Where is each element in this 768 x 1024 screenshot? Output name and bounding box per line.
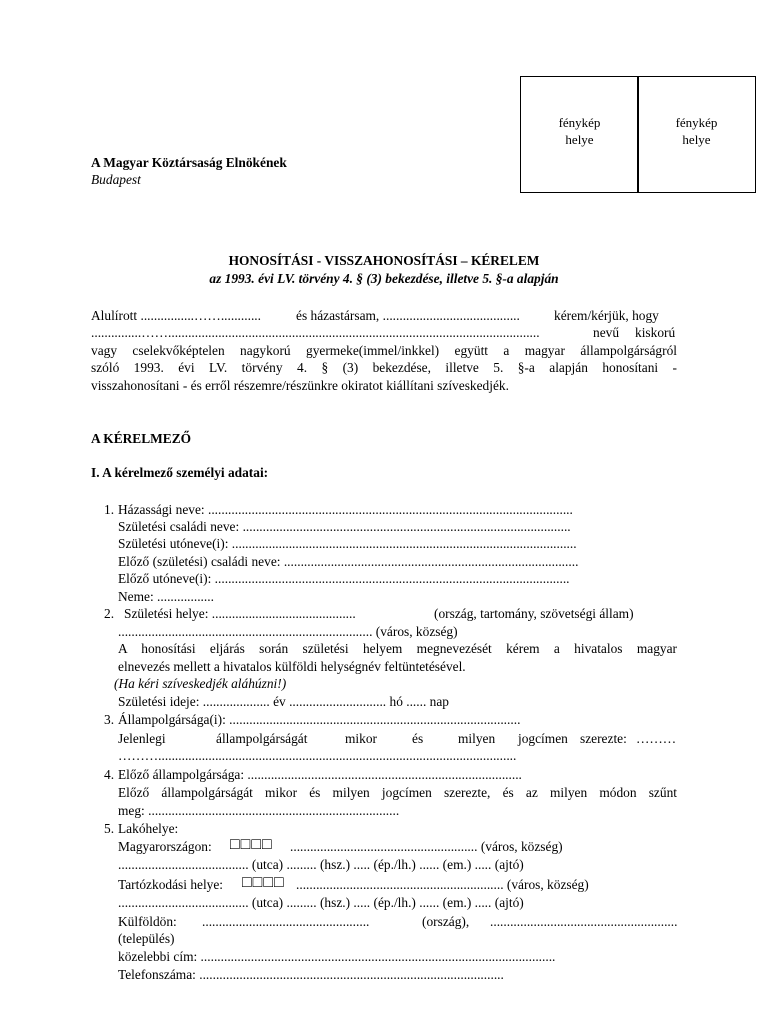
citizenship-word: mikor	[345, 731, 377, 746]
field-previous-citizenship-end: meg: ...........................................................................	[118, 803, 400, 818]
field-citizenship: Állampolgársága(i): .......................................................................................	[118, 712, 521, 727]
photo-box-2	[637, 76, 756, 193]
temporary-address-street: ....................................... (utca) ......... (hsz.) ..... (ép./lh.) ...... (em.) ..... (ajtó)	[118, 895, 524, 910]
citizenship-word: jogcímen	[518, 731, 568, 746]
document-subtitle: az 1993. évi LV. törvény 4. § (3) bekezdése, illetve 5. §-a alapján	[209, 271, 559, 286]
citizenship-word: milyen	[458, 731, 496, 746]
field-birth-date: Születési ideje: .................... év ............................. hó ...... nap	[118, 694, 450, 709]
field-detailed-address: közelebbi cím: ..........................................................................................................	[118, 949, 556, 964]
addressee-name: A Magyar Köztársaság Elnökének	[91, 155, 287, 170]
intro-line-1c: kérem/kérjük, hogy	[554, 308, 659, 323]
citizenship-word: szerezte:	[580, 731, 627, 746]
field-birth-given-names: Születési utóneve(i): .......................................................................................................	[118, 536, 577, 551]
hungary-address-street: ....................................... (utca) ......... (hsz.) ..... (ép./lh.) ...... (em.) ..... (ajtó)	[118, 857, 524, 872]
intro-line-5: visszahonosítani - és erről részemre/részünkre okiratot kiállítani szíveskedjék.	[91, 378, 509, 393]
field-citizenship-acquisition: ………...........................................................................................................	[118, 748, 517, 763]
birth-place-note-3: (Ha kéri szíveskedjék aláhúzni!)	[114, 676, 287, 691]
intro-line-1b: és házastársam, .........................................	[296, 308, 520, 323]
temporary-address-label: Tartózkodási helye:	[118, 877, 224, 892]
citizenship-word: ………	[636, 731, 677, 746]
addressee-city: Budapest	[91, 172, 141, 187]
field-phone-number: Telefonszáma: ...........................................................................................	[118, 967, 504, 982]
field-sex: Neme: .................	[118, 589, 214, 604]
birth-place-note-2: elnevezés mellett a hivatalos külföldi helységnév feltüntetésével.	[118, 659, 466, 674]
intro-line-1a: Alulírott ................……............	[91, 308, 261, 323]
subsection-heading: I. A kérelmező személyi adatai:	[91, 465, 269, 480]
field-previous-family-name: Előző (születési) családi neve: ........................................................................................	[118, 554, 579, 569]
citizenship-word: állampolgárságát	[216, 731, 308, 746]
hungary-address-city: ........................................................ (város, község)	[290, 839, 563, 854]
item-number: 4.	[104, 767, 115, 782]
hungary-address-label: Magyarországon:	[118, 839, 212, 854]
abroad-country-dots: ..................................................	[202, 914, 370, 929]
field-birth-family-name: Születési családi neve: ..................................................................................................	[118, 519, 571, 534]
item-number: 2.	[104, 606, 115, 621]
item-number: 1.	[104, 502, 115, 517]
photo-box-1	[520, 76, 639, 193]
field-birth-place-city: ............................................................................ (város, község)	[118, 624, 458, 639]
citizenship-word: és	[412, 731, 424, 746]
abroad-settlement-label: (település)	[118, 931, 175, 946]
intro-line-2b: nevű	[593, 325, 620, 340]
residence-label: Lakóhelye:	[118, 821, 179, 836]
postal-code-boxes: □□□□	[230, 836, 273, 853]
intro-line-2c: kiskorú	[635, 325, 676, 340]
field-married-name: Házassági neve: .............................................................................................................	[118, 502, 573, 517]
abroad-country-label: (ország),	[422, 914, 470, 929]
temporary-address-city: .............................................................. (város, község)	[296, 877, 589, 892]
birth-place-note-1: A honosítási eljárás során születési helyem megnevezését kérem a hivatalos magyar	[118, 641, 677, 656]
intro-line-2a: ...............……...............................................................................................................	[91, 325, 540, 340]
photo-box-label: fénykép	[558, 115, 601, 130]
abroad-label: Külföldön:	[118, 914, 177, 929]
previous-citizenship-question: Előző állampolgárságát mikor és milyen jogcímen szerezte, és az milyen módon szűnt	[118, 785, 677, 800]
section-heading: A KÉRELMEZŐ	[91, 431, 192, 446]
intro-line-4: szóló 1993. évi LV. törvény 4. § (3) bekezdése, illetve 5. §-a alapján honosítani -	[91, 360, 677, 375]
intro-line-3: vagy cselekvőképtelen nagykorú gyermeke(immel/inkkel) együtt a magyar állampolgárságról	[91, 343, 677, 358]
document-title: HONOSÍTÁSI - VISSZAHONOSÍTÁSI – KÉRELEM	[228, 253, 540, 268]
field-birth-place: Születési helye: ...........................................	[124, 606, 356, 621]
postal-code-boxes: □□□□	[242, 874, 285, 891]
field-previous-given-names: Előző utóneve(i): ..........................................................................................................	[118, 571, 570, 586]
photo-box-label: helye	[565, 132, 594, 147]
photo-box-label: fénykép	[675, 115, 718, 130]
citizenship-word: Jelenlegi	[118, 731, 166, 746]
field-birth-place-country-label: (ország, tartomány, szövetségi állam)	[434, 606, 634, 621]
item-number: 3.	[104, 712, 115, 727]
field-previous-citizenship: Előző állampolgársága: ..................................................................................	[118, 767, 522, 782]
abroad-settlement-dots: ........................................................	[490, 914, 678, 929]
item-number: 5.	[104, 821, 115, 836]
photo-box-label: helye	[682, 132, 711, 147]
